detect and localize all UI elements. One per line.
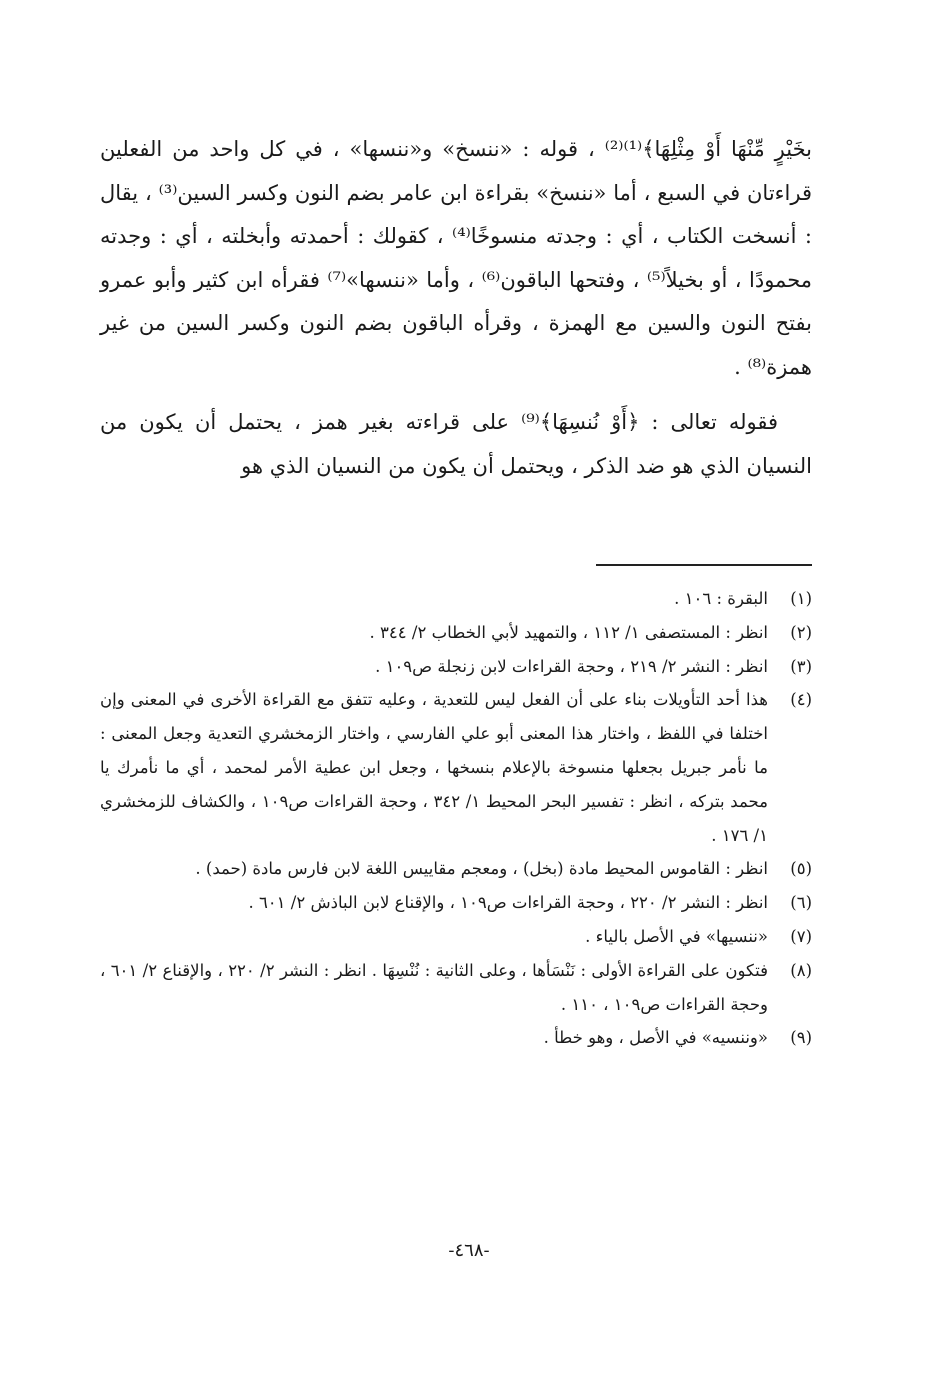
footnote-number: (٤) <box>790 690 812 710</box>
paragraph-2: فقوله تعالى : ﴿أَوْ نُنسِهَا﴾⁽⁹⁾ على قراءته بغير همز ، يحتمل أن يكون من النسيان الذي هو ضد الذكر ، ويحتمل أن يكون من النسيان الذي هو <box>100 410 812 478</box>
footnote <box>100 1021 812 1055</box>
footnote-number: (٦) <box>790 893 812 913</box>
page-body <box>100 128 812 1048</box>
footnote-text: هذا أحد التأويلات بناء على أن الفعل ليس للتعدية ، وعليه تتفق مع القراءة الأخرى في المعنى وإن اختلفا في اللفظ ، واختار هذا المعنى أبو علي الفارسي ، واختار الزمخشري التعدية وجعل المعنى : ما نأمر جبريل بجعلها منسوخة بالإعلام بنسخها ، وجعل ابن عطية الأمر لمحمد ، أي ما نأمرك يا محمد بتركه ، انظر : تفسير البحر المحيط ١/ ٣٤٢ ، وحجة القراءات ص١٠٩ ، والكشاف للزمخشري ١/ ١٧٦ . <box>100 690 768 845</box>
footnote-text: انظر : القاموس المحيط مادة (بخل) ، ومعجم مقاييس اللغة لابن فارس مادة (حمد) . <box>195 859 768 879</box>
footnote-separator <box>596 564 812 566</box>
footnote-number: (٢) <box>790 622 812 642</box>
footnote-number: (٩) <box>790 1028 812 1048</box>
footnote-number: (١) <box>790 589 812 608</box>
footnote-text: البقرة : ١٠٦ . <box>674 589 768 608</box>
footnote-text: فتكون على القراءة الأولى : نَنْسَأها ، وعلى الثانية : نُنْسِهَا . انظر : النشر ٢/ ٢٢٠ ، والإقناع ٢/ ٦٠١ ، وحجة القراءات ص١٠٩ ، ١١٠ . <box>100 960 768 1014</box>
main-text <box>100 128 812 488</box>
footnote-text: «ننسيها» في الأصل بالياء . <box>585 926 768 946</box>
footnote <box>100 683 812 852</box>
paragraph-1: بخَيْرٍ مِّنْهَا أَوْ مِثْلِهَا﴾⁽¹⁾⁽²⁾ ، قوله : «ننسخ» و«ننسها» ، في كل واحد من الفعلين قراءتان في السبع ، أما «ننسخ» بقراءة ابن عامر بضم النون وكسر السين⁽³⁾ ، يقال : أنسخت الكتاب ، أي : وجدته منسوخًا⁽⁴⁾ ، كقولك : أحمدته وأبخلته ، أي : وجدته محمودًا ، أو بخيلاً⁽⁵⁾ ، وفتحها الباقون⁽⁶⁾ ، وأما «ننسها»⁽⁷⁾ فقرأه ابن كثير وأبو عمرو بفتح النون والسين مع الهمزة ، وقرأه الباقون بضم النون وكسر السين من غير همزة⁽⁸⁾ . <box>100 137 812 379</box>
footnotes <box>100 582 812 1055</box>
footnote <box>100 650 812 684</box>
footnote-text: «وننسيه» في الأصل ، وهو خطأ . <box>543 1028 768 1048</box>
footnote-text: انظر : النشر ٢/ ٢٢٠ ، وحجة القراءات ص١٠٩ ، والإقناع لابن الباذش ٢/ ٦٠١ . <box>248 893 768 913</box>
footnote-number: (٣) <box>790 656 812 676</box>
footnote-number: (٧) <box>790 926 812 946</box>
footnote <box>100 954 812 1022</box>
footnote <box>100 852 812 886</box>
footnote <box>100 886 812 920</box>
footnote-text: انظر : النشر ٢/ ٢١٩ ، وحجة القراءات لابن زنجلة ص١٠٩ . <box>375 656 768 676</box>
footnote-number: (٥) <box>790 859 812 879</box>
footnote <box>100 920 812 954</box>
page-number: -٤٦٨- <box>448 1240 490 1261</box>
footnote-text: انظر : المستصفى ١/ ١١٢ ، والتمهيد لأبي الخطاب ٢/ ٣٤٤ . <box>369 622 768 642</box>
footnote <box>100 582 812 616</box>
footnote-number: (٨) <box>790 960 812 980</box>
footnote <box>100 616 812 650</box>
